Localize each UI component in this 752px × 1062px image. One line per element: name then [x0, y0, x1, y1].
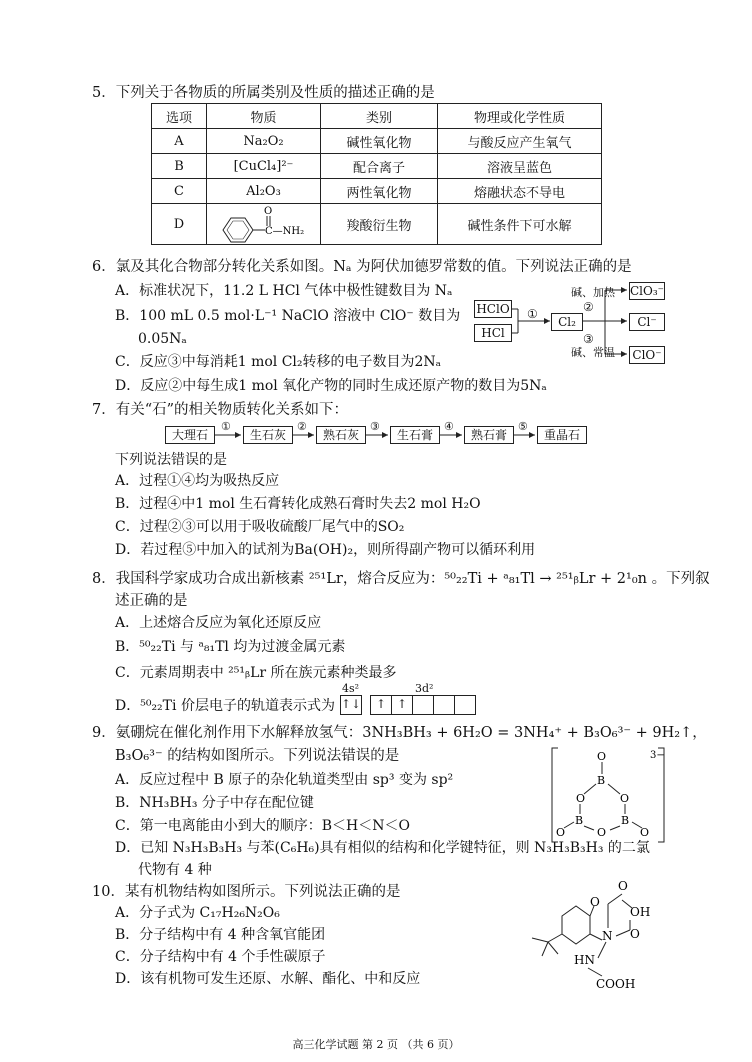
table-cell: 配合离子: [321, 154, 438, 179]
q7-option-b: B．过程④中1 mol 生石膏转化成熟石膏时失去2 mol H₂O: [115, 496, 481, 512]
orbital-3d-cell: [454, 695, 476, 715]
borate-ion-structure: [550, 744, 670, 846]
q9-option-a: A．反应过程中 B 原子的杂化轨道类型由 sp³ 变为 sp²: [115, 772, 454, 788]
benzamide-structure-cell: [207, 204, 321, 245]
condition-room-temp-label: 碱、常温: [571, 346, 615, 359]
orbital-4s-cell: ↑↓: [340, 695, 362, 715]
table-cell: 羧酸衍生物: [321, 204, 438, 245]
oxygen-label: O: [556, 826, 566, 839]
q5-table: [151, 103, 602, 245]
chain-step: ②: [297, 420, 307, 433]
organic-molecule-structure: [522, 876, 672, 994]
benzamide-structure: [209, 204, 319, 244]
boron-label: B: [597, 774, 606, 787]
oxygen-label: O: [620, 792, 630, 805]
q8-option-d: D．⁵⁰₂₂Ti 价层电子的轨道表示式为: [115, 698, 335, 714]
chain-item: 生石灰: [243, 426, 293, 444]
page-footer: 高三化学试题 第 2 页 （共 6 页）: [292, 1038, 460, 1051]
oxygen-label: O: [576, 792, 586, 805]
chain-step: ①: [221, 420, 231, 433]
table-cell: 碱性条件下可水解: [438, 204, 602, 245]
chain-item: 熟石膏: [464, 426, 514, 444]
ketone-o-label: O: [590, 895, 600, 909]
orbital-3d-cell: ↑: [370, 695, 392, 715]
step-2-label: ②: [583, 300, 594, 314]
q9-option-b: B．NH₃BH₃ 分子中存在配位键: [115, 795, 314, 811]
cl2-box: Cl₂: [551, 313, 583, 331]
q9-option-d-cont: 代物有 4 种: [138, 862, 212, 878]
q6-option-b-cont: 0.05Nₐ: [138, 331, 187, 347]
step-1-label: ①: [527, 307, 538, 321]
table-header: 物质: [207, 104, 321, 129]
q9-stem-cont: B₃O₆³⁻ 的结构如图所示。下列说法错误的是: [115, 748, 400, 764]
acid-o-label: O: [618, 879, 628, 893]
table-cell: Na₂O₂: [207, 129, 321, 154]
q7-stem: 7．有关“石”的相关物质转化关系如下：: [92, 402, 349, 418]
q8-option-c: C．元素周期表中 ²⁵¹ᵦLr 所在族元素种类最多: [115, 665, 397, 681]
table-cell: B: [152, 154, 207, 179]
table-cell: D: [152, 204, 207, 245]
table-cell: 两性氧化物: [321, 179, 438, 204]
hcl-box: HCl: [474, 324, 512, 342]
q9-option-c: C．第一电离能由小到大的顺序：B＜H＜N＜O: [115, 818, 410, 834]
orbital-3d-cell: ↑: [391, 695, 413, 715]
q10-option-b: B．分子结构中有 4 种含氧官能团: [115, 927, 326, 943]
orbital-3d-cell: [412, 695, 434, 715]
q10-option-d: D．该有机物可发生还原、水解、酯化、中和反应: [115, 971, 421, 987]
q10-option-c: C．分子结构中有 4 个手性碳原子: [115, 949, 326, 965]
chain-item: 熟石灰: [316, 426, 366, 444]
boron-label: B: [621, 814, 630, 827]
q9-option-d: D．已知 N₃H₃B₃H₃ 与苯(C₆H₆)具有相似的结构和化学键特征，则 N₃H₃B₃H₃ 的二氯: [115, 840, 650, 856]
table-header: 物理或化学性质: [438, 104, 602, 129]
q6-option-a: A．标准状况下，11.2 L HCl 气体中极性键数目为 Nₐ: [115, 283, 453, 299]
q6-option-c: C．反应③中每消耗1 mol Cl₂转移的电子数目为2Nₐ: [115, 354, 442, 370]
chain-step: ④: [444, 420, 454, 433]
orbital-3d-cell: [433, 695, 455, 715]
condition-heat-label: 碱、加热: [571, 286, 615, 299]
q10-stem: 10．某有机物结构如图所示。下列说法正确的是: [92, 884, 401, 900]
orbital-4s-label: 4s²: [342, 682, 360, 695]
table-cell: Al₂O₃: [207, 179, 321, 204]
structure-o-label: O: [263, 206, 272, 217]
q7-option-d: D．若过程⑤中加入的试剂为Ba(OH)₂，则所得副产物可以循环利用: [115, 542, 536, 558]
clo-box: ClO⁻: [629, 346, 665, 364]
q8-option-a: A．上述熔合反应为氧化还原反应: [115, 615, 322, 631]
amide-n-label: N: [602, 929, 613, 943]
structure-nh2-label: C—NH₂: [264, 226, 304, 237]
cooh-label: COOH: [596, 977, 636, 991]
q10-option-a: A．分子式为 C₁₇H₂₆N₂O₆: [115, 905, 280, 921]
table-cell: 与酸反应产生氧气: [438, 129, 602, 154]
acetyl-o-label: O: [630, 927, 640, 941]
clo3-box: ClO₃⁻: [630, 284, 665, 298]
q7-option-c: C．过程②③可以用于吸收硫酸厂尾气中的SO₂: [115, 519, 405, 535]
amine-hn-label: HN: [574, 953, 595, 967]
table-cell: [CuCl₄]²⁻: [207, 154, 321, 179]
ion-charge: 3−: [650, 750, 665, 761]
acid-oh-label: OH: [630, 905, 651, 919]
oxygen-label: O: [597, 826, 607, 839]
orbital-3d-label: 3d²: [415, 682, 434, 695]
boron-label: B: [575, 814, 584, 827]
cl-box: Cl⁻: [629, 313, 665, 331]
q7-lead: 下列说法错误的是: [115, 452, 227, 468]
q8-stem: 8．我国科学家成功合成出新核素 ²⁵¹Lr，熔合反应为：⁵⁰₂₂Ti + ᵃ₈₁Tl → ²⁵¹ᵦLr + 2¹₀n 。下列叙: [92, 571, 710, 587]
table-cell: C: [152, 179, 207, 204]
table-cell: 溶液呈蓝色: [438, 154, 602, 179]
table-cell: 熔融状态不导电: [438, 179, 602, 204]
q6-option-d: D．反应②中每生成1 mol 氧化产物的同时生成还原产物的数目为5Nₐ: [115, 378, 547, 394]
table-cell: 碱性氧化物: [321, 129, 438, 154]
q6-option-b: B．100 mL 0.5 mol·L⁻¹ NaClO 溶液中 ClO⁻ 数目为: [115, 308, 461, 324]
table-cell: A: [152, 129, 207, 154]
table-header: 类别: [321, 104, 438, 129]
chain-item: 大理石: [165, 426, 215, 444]
q5-stem: 5．下列关于各物质的所属类别及性质的描述正确的是: [92, 85, 435, 101]
q8-stem-cont: 述正确的是: [115, 593, 188, 609]
hclo-box: HClO: [474, 300, 512, 318]
chain-item: 生石膏: [390, 426, 440, 444]
oxygen-label: O: [597, 750, 607, 763]
oxygen-label: O: [640, 826, 650, 839]
table-header: 选项: [152, 104, 207, 129]
chain-step: ③: [370, 420, 380, 433]
chain-step: ⑤: [518, 420, 528, 433]
step-3-label: ③: [583, 332, 594, 346]
q8-option-b: B．⁵⁰₂₂Ti 与 ᵃ₈₁Tl 均为过渡金属元素: [115, 639, 346, 655]
q6-stem: 6．氯及其化合物部分转化关系如图。Nₐ 为阿伏加德罗常数的值。下列说法正确的是: [92, 259, 632, 275]
q9-stem: 9．氨硼烷在催化剂作用下水解释放氢气：3NH₃BH₃ + 6H₂O = 3NH₄⁺ + B₃O₆³⁻ + 9H₂↑，: [92, 725, 707, 741]
chain-item: 重晶石: [537, 426, 587, 444]
q7-option-a: A．过程①④均为吸热反应: [115, 473, 280, 489]
